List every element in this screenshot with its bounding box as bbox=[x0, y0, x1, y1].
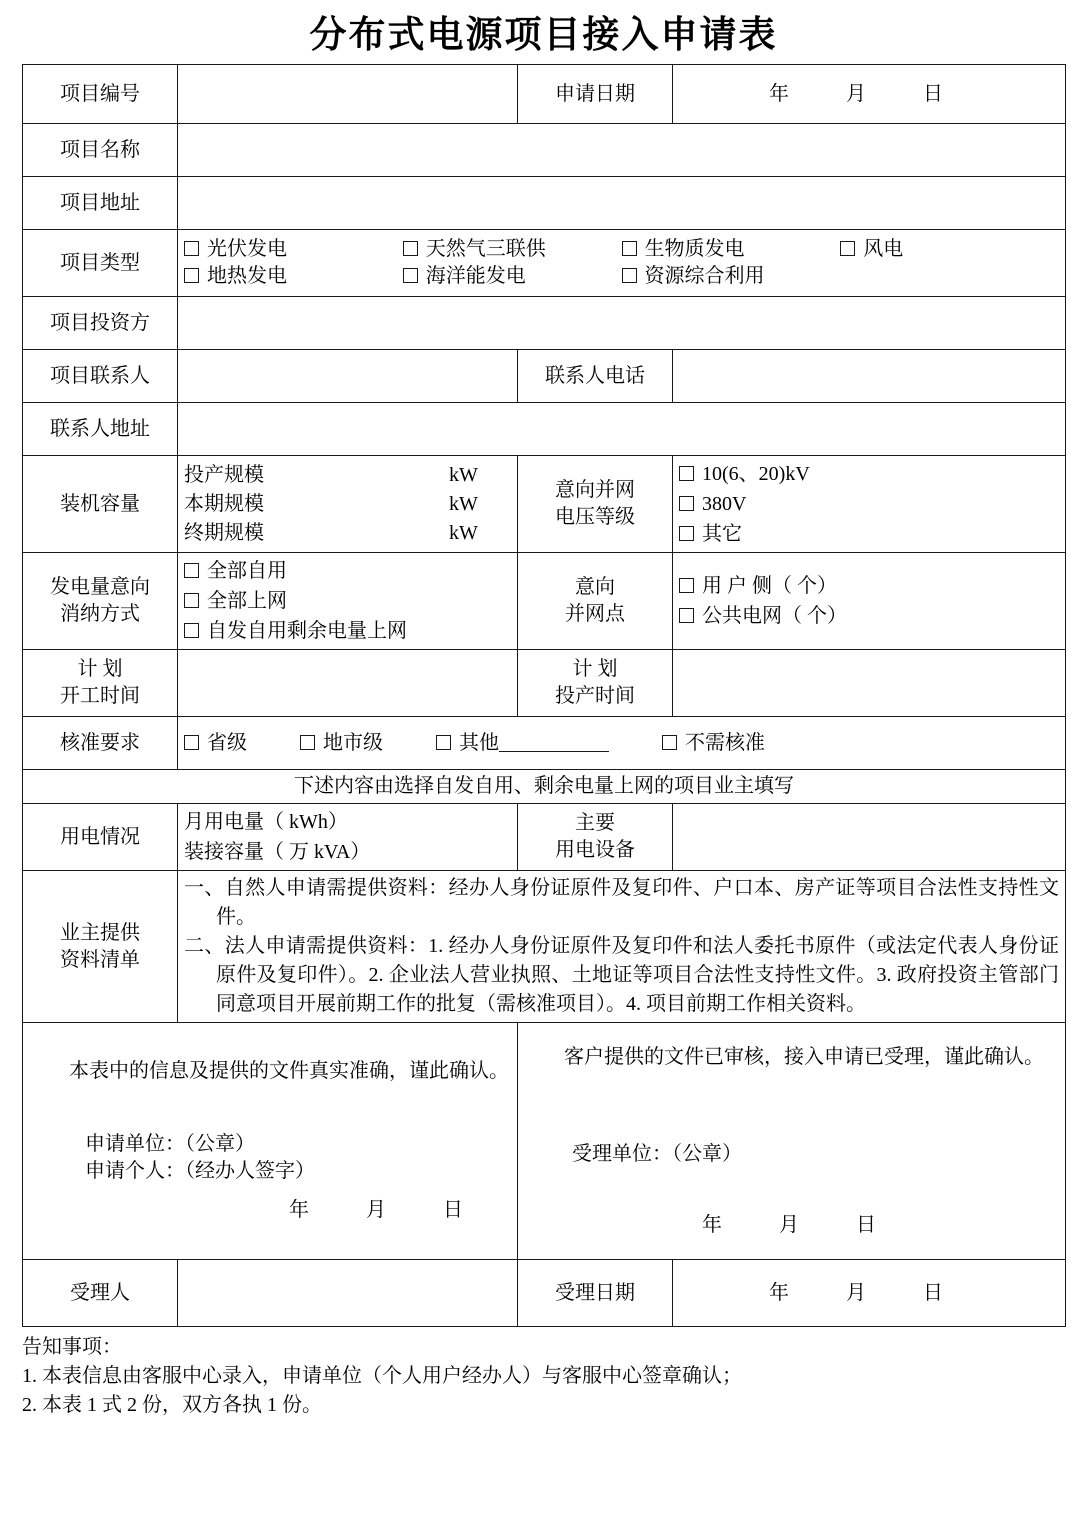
footer-notes bbox=[22, 1327, 1065, 1420]
checkbox-icon[interactable] bbox=[403, 241, 418, 256]
table-row bbox=[23, 650, 1066, 717]
table-row bbox=[23, 1260, 1066, 1327]
table-row bbox=[23, 177, 1066, 230]
input-project-name[interactable] bbox=[178, 124, 1066, 177]
checkbox-icon[interactable] bbox=[679, 526, 694, 541]
input-accept-date[interactable]: 年 月 日 bbox=[673, 1260, 1066, 1327]
label-installed-capacity: 装机容量 bbox=[23, 456, 178, 553]
checkbox-icon[interactable] bbox=[622, 241, 637, 256]
checkbox-option-all-self-use[interactable]: 全部自用 bbox=[184, 556, 511, 586]
table-row bbox=[23, 456, 1066, 553]
applicant-unit-signature[interactable]: 申请单位：（公章） bbox=[85, 1133, 255, 1155]
table-row bbox=[23, 65, 1066, 124]
label-owner-documents: 业主提供 资料清单 bbox=[23, 871, 178, 1023]
table-row bbox=[23, 124, 1066, 177]
input-acceptor[interactable] bbox=[178, 1260, 518, 1327]
input-contact-phone[interactable] bbox=[673, 350, 1066, 403]
capacity-item[interactable]: 本期规模 kW bbox=[184, 492, 478, 515]
table-row bbox=[23, 230, 1066, 297]
checkbox-option-ocean[interactable]: 海洋能发电 bbox=[403, 263, 622, 290]
label-contact-person: 项目联系人 bbox=[23, 350, 178, 403]
label-accept-date: 受理日期 bbox=[518, 1260, 673, 1327]
label-project-type: 项目类型 bbox=[23, 230, 178, 297]
checkbox-option-other-approval[interactable]: 其他 bbox=[436, 730, 609, 757]
checkbox-option-resource-utilization[interactable]: 资源综合利用 bbox=[622, 263, 841, 290]
label-project-address: 项目地址 bbox=[23, 177, 178, 230]
label-approval-requirement: 核准要求 bbox=[23, 717, 178, 770]
table-row bbox=[23, 717, 1066, 770]
table-row bbox=[23, 1023, 1066, 1260]
checkbox-option-provincial[interactable]: 省级 bbox=[184, 730, 247, 757]
label-main-equipment: 主要 用电设备 bbox=[518, 804, 673, 871]
checkbox-icon[interactable] bbox=[184, 268, 199, 283]
label-project-name: 项目名称 bbox=[23, 124, 178, 177]
input-project-no[interactable] bbox=[178, 65, 518, 124]
table-row bbox=[23, 297, 1066, 350]
label-project-no: 项目编号 bbox=[23, 65, 178, 124]
checkbox-option-user-side[interactable]: 用 户 侧（ 个） bbox=[679, 571, 1059, 601]
other-approval-blank[interactable] bbox=[499, 751, 609, 752]
checkbox-option-all-to-grid[interactable]: 全部上网 bbox=[184, 586, 511, 616]
input-plan-start-time[interactable] bbox=[178, 650, 518, 717]
acceptor-confirmation: 客户提供的文件已审核，接入申请已受理，谨此确认。 受理单位：（公章） 年 月 日 bbox=[518, 1023, 1066, 1260]
label-plan-production-time: 计 划 投产时间 bbox=[518, 650, 673, 717]
page-title: 分布式电源项目接入申请表 bbox=[309, 15, 778, 56]
checkbox-option-self-use-surplus-to-grid[interactable]: 自发自用剩余电量上网 bbox=[184, 616, 511, 646]
power-usage-fields[interactable]: 月用电量（ kWh） 装接容量（ 万 kVA） bbox=[178, 804, 518, 871]
checkbox-icon[interactable] bbox=[184, 623, 199, 638]
owner-documents-content: 一、自然人申请需提供资料：经办人身份证原件及复印件、户口本、房产证等项目合法性支持性文件。 二、法人申请需提供资料：1. 经办人身份证原件及复印件和法人委托书原件（或法定代表人身份证原件及复印件）。2. 企业法人营业执照、土地证等项目合法性支持性文件。3. 政府投资主管部门同意项目开展前期工作的批复（需核准项目）。4. 项目前期工作相关资料。 bbox=[178, 871, 1066, 1023]
grid-point-options bbox=[673, 553, 1066, 650]
checkbox-option-wind[interactable]: 风电 bbox=[840, 236, 1059, 263]
label-acceptor: 受理人 bbox=[23, 1260, 178, 1327]
applicant-date[interactable]: 年 月 日 bbox=[289, 1199, 489, 1221]
applicant-confirmation: 本表中的信息及提供的文件真实准确，谨此确认。 申请单位：（公章） 申请个人：（经办人签字） 年 月 日 bbox=[23, 1023, 518, 1260]
footer-notes-title: 告知事项： bbox=[22, 1336, 122, 1358]
table-row bbox=[23, 350, 1066, 403]
footer-note-item: 2. 本表 1 式 2 份，双方各执 1 份。 bbox=[22, 1394, 322, 1416]
checkbox-icon[interactable] bbox=[184, 593, 199, 608]
checkbox-icon[interactable] bbox=[184, 563, 199, 578]
checkbox-icon[interactable] bbox=[679, 466, 694, 481]
consumption-mode-options bbox=[178, 553, 518, 650]
acceptor-date[interactable]: 年 月 日 bbox=[702, 1213, 902, 1236]
table-row bbox=[23, 770, 1066, 804]
project-type-options bbox=[178, 230, 1066, 297]
label-grid-point: 意向 并网点 bbox=[518, 553, 673, 650]
checkbox-option-gas-trigeneration[interactable]: 天然气三联供 bbox=[403, 236, 622, 263]
checkbox-icon[interactable] bbox=[436, 735, 451, 750]
approval-options bbox=[178, 717, 1066, 770]
input-investor[interactable] bbox=[178, 297, 1066, 350]
footer-note-item: 1. 本表信息由客服中心录入，申请单位（个人用户经办人）与客服中心签章确认； bbox=[22, 1365, 742, 1387]
label-power-usage: 用电情况 bbox=[23, 804, 178, 871]
checkbox-icon[interactable] bbox=[622, 268, 637, 283]
checkbox-option-municipal[interactable]: 地市级 bbox=[300, 730, 383, 757]
checkbox-icon[interactable] bbox=[840, 241, 855, 256]
table-row bbox=[23, 403, 1066, 456]
checkbox-option-no-approval[interactable]: 不需核准 bbox=[662, 730, 765, 757]
checkbox-icon[interactable] bbox=[679, 608, 694, 623]
checkbox-option-biomass[interactable]: 生物质发电 bbox=[622, 236, 841, 263]
label-grid-voltage: 意向并网 电压等级 bbox=[518, 456, 673, 553]
capacity-item[interactable]: 终期规模 kW bbox=[184, 521, 478, 544]
input-contact-address[interactable] bbox=[178, 403, 1066, 456]
label-consumption-mode: 发电量意向 消纳方式 bbox=[23, 553, 178, 650]
installed-capacity-fields bbox=[178, 456, 518, 553]
input-contact-person[interactable] bbox=[178, 350, 518, 403]
checkbox-icon[interactable] bbox=[662, 735, 677, 750]
acceptor-unit-signature[interactable]: 受理单位：（公章） bbox=[572, 1142, 742, 1165]
section-note: 下述内容由选择自发自用、剩余电量上网的项目业主填写 bbox=[23, 770, 1066, 804]
applicant-person-signature[interactable]: 申请个人：（经办人签字） bbox=[85, 1160, 315, 1182]
checkbox-option-10kv[interactable]: 10(6、20)kV bbox=[679, 459, 1059, 489]
checkbox-icon[interactable] bbox=[679, 578, 694, 593]
label-apply-date: 申请日期 bbox=[518, 65, 673, 124]
application-form-table bbox=[22, 64, 1066, 1327]
grid-voltage-options bbox=[673, 456, 1066, 553]
input-apply-date[interactable]: 年 月 日 bbox=[673, 65, 1066, 124]
checkbox-icon[interactable] bbox=[300, 735, 315, 750]
label-investor: 项目投资方 bbox=[23, 297, 178, 350]
input-project-address[interactable] bbox=[178, 177, 1066, 230]
input-plan-production-time[interactable] bbox=[673, 650, 1066, 717]
checkbox-option-public-grid[interactable]: 公共电网（ 个） bbox=[679, 601, 1059, 631]
input-main-equipment[interactable] bbox=[673, 804, 1066, 871]
label-contact-phone: 联系人电话 bbox=[518, 350, 673, 403]
label-plan-start-time: 计 划 开工时间 bbox=[23, 650, 178, 717]
capacity-item[interactable]: 投产规模 kW bbox=[184, 463, 478, 486]
checkbox-option-pv[interactable]: 光伏发电 bbox=[184, 236, 403, 263]
checkbox-option-geothermal[interactable]: 地热发电 bbox=[184, 263, 403, 290]
checkbox-icon[interactable] bbox=[403, 268, 418, 283]
checkbox-option-other-voltage[interactable]: 其它 bbox=[679, 519, 1059, 549]
checkbox-icon[interactable] bbox=[184, 241, 199, 256]
table-row bbox=[23, 553, 1066, 650]
table-row bbox=[23, 804, 1066, 871]
checkbox-icon[interactable] bbox=[184, 735, 199, 750]
checkbox-icon[interactable] bbox=[679, 496, 694, 511]
label-contact-address: 联系人地址 bbox=[23, 403, 178, 456]
table-row bbox=[23, 871, 1066, 1023]
checkbox-option-380v[interactable]: 380V bbox=[679, 489, 1059, 519]
